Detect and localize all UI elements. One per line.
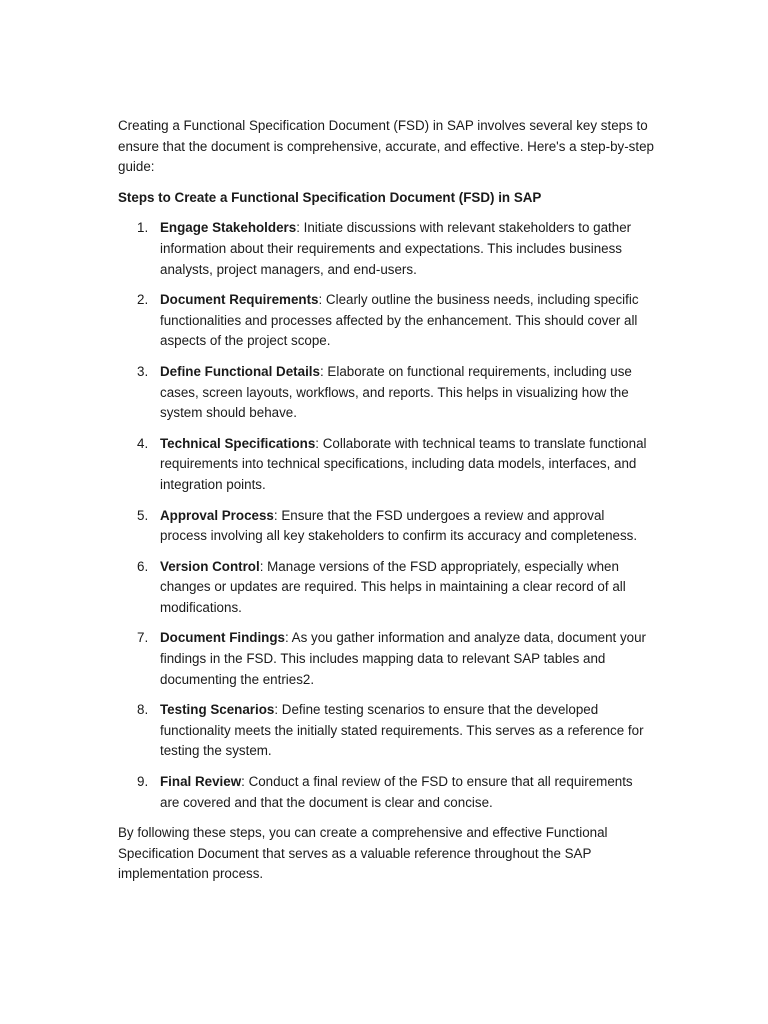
step-number: 1.: [137, 220, 149, 236]
list-item: [118, 434, 654, 496]
list-item: [118, 218, 654, 280]
step-text: : Initiate discussions with relevant stakeholders to gather information about their requirements and expectations. This includes business analysts, project managers, and end-users.: [160, 220, 632, 277]
step-text: : As you gather information and analyze data, document your findings in the FSD. This includes mapping data to relevant SAP tables and documenting the entries2.: [160, 630, 647, 687]
step-number: 5.: [137, 507, 149, 523]
step-title: Document Requirements: [160, 292, 319, 308]
step-title: Testing Scenarios: [160, 702, 275, 718]
list-item: [118, 557, 654, 619]
conclusion-paragraph: By following these steps, you can create a comprehensive and effective Functional Specification Document that serves as a valuable reference throughout the SAP implementation process.: [118, 825, 608, 882]
step-number: 8.: [137, 702, 149, 718]
step-number: 3.: [137, 363, 149, 379]
list-item: [118, 628, 654, 690]
step-number: 6.: [137, 558, 149, 574]
step-title: Approval Process: [160, 507, 274, 523]
steps-list: [118, 218, 654, 813]
step-text: : Collaborate with technical teams to translate functional requirements into technical specifications, including data models, interfaces, and integration points.: [160, 435, 647, 492]
step-title: Define Functional Details: [160, 363, 320, 379]
step-text: : Manage versions of the FSD appropriately, especially when changes or updates are required. This helps in maintaining a clear record of all modifications.: [160, 558, 626, 615]
step-title: Document Findings: [160, 630, 285, 646]
step-text: : Clearly outline the business needs, including specific functionalities and processes affected by the enhancement. This should cover all aspects of the project scope.: [160, 292, 639, 349]
step-title: Version Control: [160, 558, 260, 574]
intro-paragraph: Creating a Functional Specification Document (FSD) in SAP involves several key steps to ensure that the document is comprehensive, accurate, and effective. Here's a step-by-step guide:: [118, 118, 654, 175]
step-text: : Elaborate on functional requirements, including use cases, screen layouts, workflows, and reports. This helps in visualizing how the system should behave.: [160, 363, 632, 421]
section-heading: Steps to Create a Functional Specification Document (FSD) in SAP: [118, 189, 542, 205]
list-item: [118, 700, 654, 762]
step-title: Engage Stakeholders: [160, 220, 297, 236]
step-text: : Define testing scenarios to ensure that the developed functionality meets the initially stated requirements. This serves as a reference for testing the system.: [160, 702, 644, 759]
list-item: [118, 362, 654, 424]
step-title: Technical Specifications: [160, 435, 316, 451]
step-text: : Conduct a final review of the FSD to ensure that all requirements are covered and that the document is clear and concise.: [160, 774, 633, 810]
step-number: 2.: [137, 292, 149, 308]
list-item: [118, 772, 654, 813]
step-title: Final Review: [160, 774, 242, 790]
list-item: [118, 506, 654, 547]
step-number: 4.: [137, 435, 149, 451]
document-page: [118, 116, 654, 885]
list-item: [118, 290, 654, 352]
step-number: 7.: [137, 630, 149, 646]
step-number: 9.: [137, 774, 149, 790]
step-text: : Ensure that the FSD undergoes a review and approval process involving all key stakeholders to confirm its accuracy and completeness.: [160, 507, 638, 544]
